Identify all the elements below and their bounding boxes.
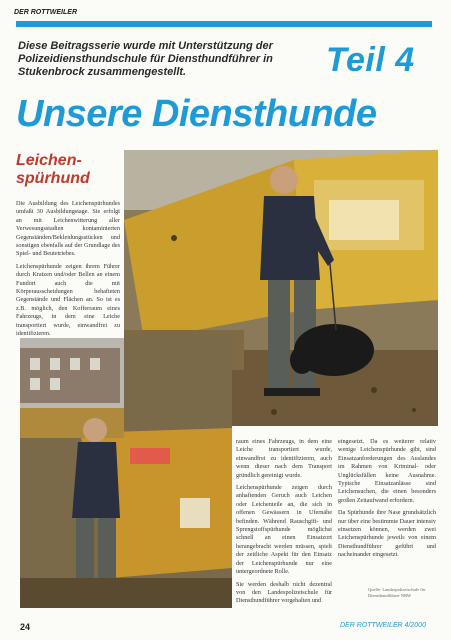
issue-label: DER ROTTWEILER 4/2000 <box>340 622 426 629</box>
col2-paragraph-2: Leichenspürhunde zeigen durch anhaftenden Geruch auch Leichen oder Leichenteile an, die sich in offenen Gewässern in Ufernähe befinden. Während Rauschgift- und Sprengstoffspürhunde möglichst schnell an einen Einsatzort herangebracht werden müssen, spielt der zeitliche Aspekt für den Einsatz der Leichenspürhunde nur eine untergeordnete Rolle. <box>236 484 332 576</box>
col2-paragraph-1: raum eines Fahrzeugs, in dem eine Leiche transportiert wurde, einwandfrei zu identifizieren, auch wenn dieser nach dem Transport gründlich gereinigt wurde. <box>236 438 332 479</box>
section-heading: Leichen-spürhund <box>16 152 90 187</box>
part-label: Teil 4 <box>326 41 415 79</box>
col3-paragraph-1: eingesetzt. Da es weiterer relativ wenige Leichenspürhunde gibt, sind Einsatzanforderungen des Auslandes im Rahmen von Kriminal- oder Unglücksfällen keine Ausnahme. Typische Einsatzanlässe sind Leichensuchen, die einen besonders großen Zeitaufwand erfordern. <box>338 438 436 504</box>
header-bar <box>16 21 432 27</box>
text-column-3 <box>338 438 436 584</box>
col2-paragraph-3: Sie werden deshalb nicht dezentral von den Landespolizeischule für Diensthundführer vorgehalten und <box>236 580 332 605</box>
photo-credit: Quelle: Landespolizeischule für Diensthundführer NRW <box>368 587 426 598</box>
article-title: Unsere Diensthunde <box>16 93 377 135</box>
col3-paragraph-2: Da Spürhunde ihre Nase grundsätzlich nur über eine bestimmte Dauer intensiv einsetzen können, werden zwei Leichenspürhunde jeweils von einem Diensthundführer geführt und nacheinander eingesetzt. <box>338 509 436 559</box>
col1-paragraph-1: Die Ausbildung des Leichenspürhundes umfaßt 30 Ausbildungstage. Sie erfolgt an mit Leichenwitterung aller Verwesungsstadien kontaminierten Gegenständen/Bekleidungsstücken und sonstigen ebenfalls auf der Grundlage des Spiel- und Beutetriebes. <box>16 200 120 258</box>
series-intro: Diese Beitragsserie wurde mit Unterstützung der Polizeidiensthundschule für Diensthundführer in Stukenbrock zusammengestellt. <box>18 40 273 78</box>
page-number: 24 <box>20 622 31 632</box>
col1-paragraph-2: Leichenspürhunde zeigen ihrem Führer durch Kratzen und/oder Bellen an einem Fundort auch die mit Körperausscheidungen behafteten Gegenstände und Flächen an. So ist es z.B. möglich, den Kofferraum eines Fahrzeugs, in dem eine Leiche transportiert wurde, einwandfrei zu identifizieren. <box>16 262 120 338</box>
text-column-1 <box>16 200 120 338</box>
magazine-name: DER ROTTWEILER <box>14 9 77 16</box>
text-column-2 <box>236 438 332 618</box>
secondary-photo <box>20 338 232 608</box>
